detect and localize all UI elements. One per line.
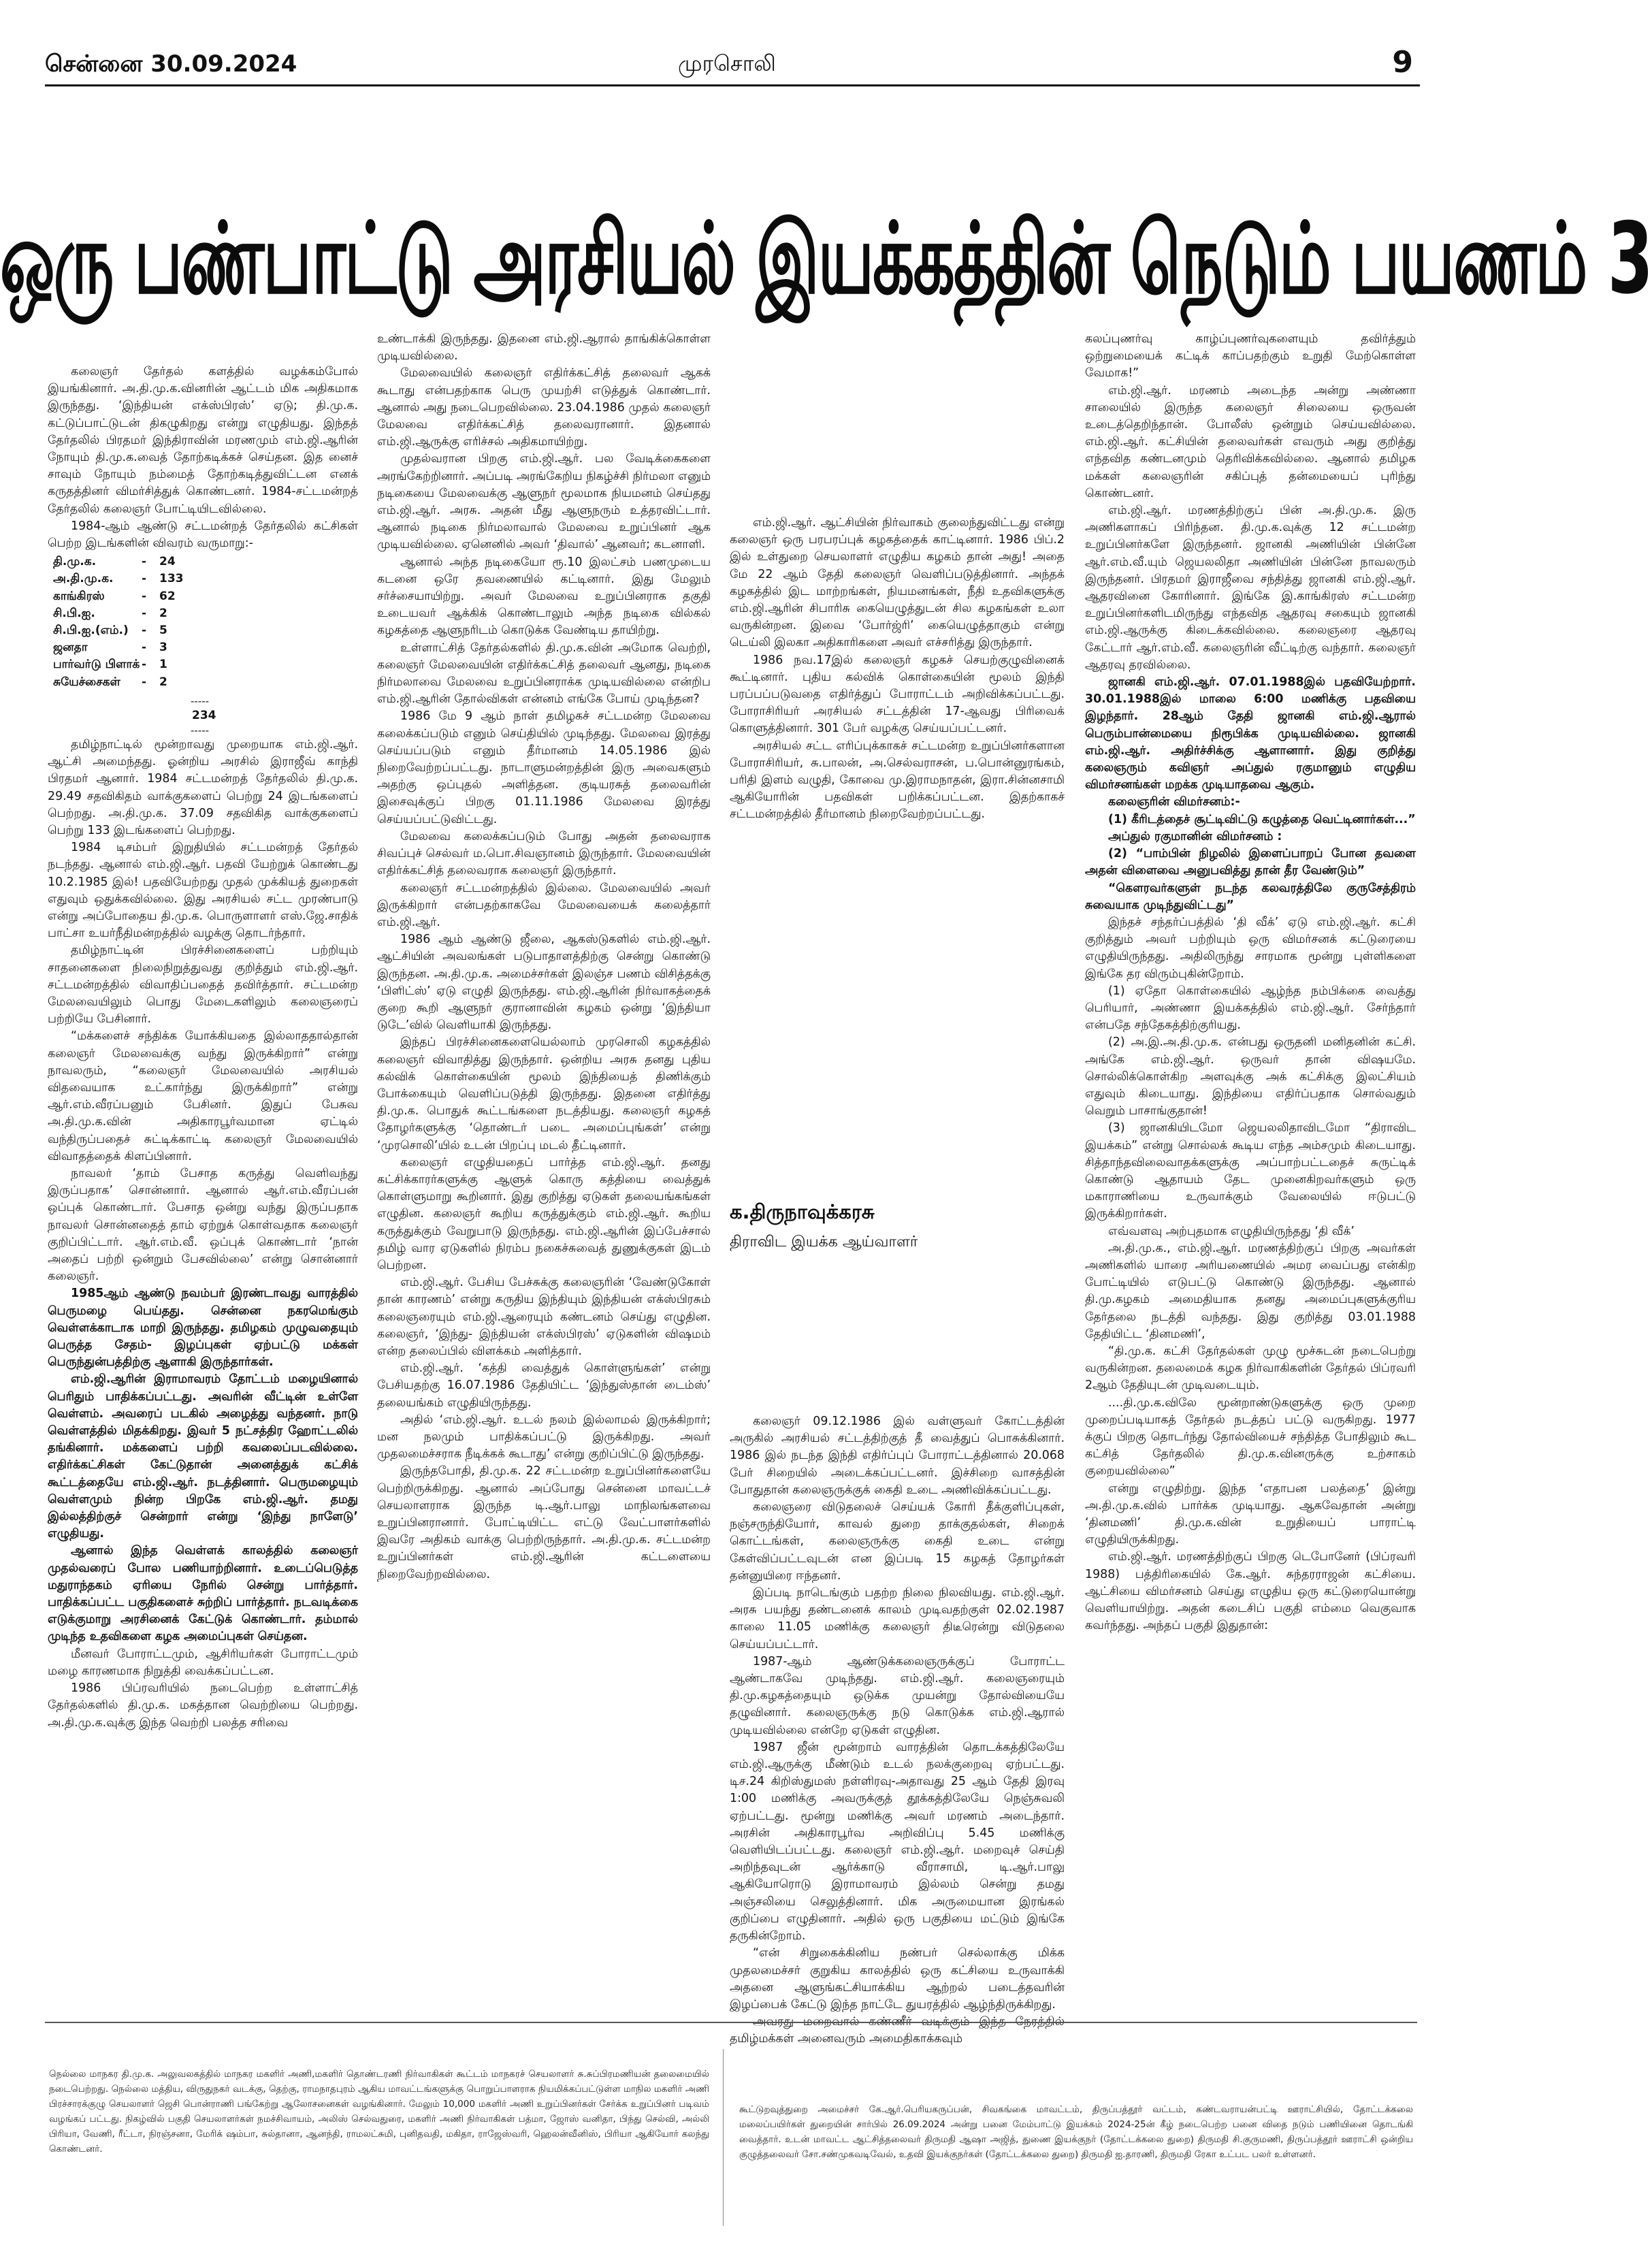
- article-paragraph: 1987-ஆம் ஆண்டுக்கலைஞருக்குப் போராட்ட ஆண்டாகவே முடிந்தது. எம்.ஜி.ஆர். கலைஞரையும் தி.மு.கழகத்தையும் ஒடுக்க முயன்று தோல்வியையே தழுவினார். கலைஞருக்கு நடு கொடுக்க எம்.ஜி.ஆரால் முடியவில்லை என்றே ஏடுகள் எழுதின.: [730, 1654, 1065, 1737]
- issue-date: சென்னை 30.09.2024: [45, 50, 297, 78]
- article-paragraph: 1985ஆம் ஆண்டு நவம்பர் இரண்டாவது வாரத்தில் பெருமழை பெய்தது. சென்னை நகரமெங்கும் வெள்ளக்காடாக மாறி இருந்தது. தமிழகம் முழுவதையும் பெருத்த சேதம்- இழப்புகள் ஏற்பட்டு மக்கள் பெருந்துன்பத்திற்கு ஆளாகி இருந்தார்கள்.: [48, 1287, 358, 1370]
- results-dash: -: [142, 675, 147, 689]
- column-1-body: [48, 737, 358, 1732]
- article-paragraph: கலைஞர் 09.12.1986 இல் வள்ளுவர் கோட்டத்தின் அருகில் அரசியல் சட்டத்திற்குத் தீ வைத்துப் பொசுக்கினார். 1986 இல் நடந்த இந்தி எதிர்ப்புப் போராட்டத்தினால் 20.068 பேர் சிறையில் அடைக்கப்பட்டனர். இச்சிறை வாசத்தின் போதுதான் கலைஞருக்குக் கைதி உடை அணிவிக்கப்பட்டது.: [730, 1415, 1065, 1497]
- party-name: சுயேச்சைகள்: [53, 675, 120, 689]
- article-paragraph: எம்.ஜி.ஆர். ‘கத்தி வைத்துக் கொள்ளுங்கள்’ என்று பேசியதற்கு 16.07.1986 தேதியிட்ட ‘இந்துஸ்தான் டைம்ஸ்’ தலையங்கம் எழுதியிருந்தது.: [377, 1361, 711, 1410]
- article-column-2: [377, 331, 711, 2005]
- results-dash: -: [142, 572, 147, 586]
- seat-count: 5: [159, 623, 167, 637]
- article-paragraph: கலைஞரின் விமர்சனம்:-: [1108, 795, 1240, 809]
- results-dash: -: [142, 606, 147, 620]
- footer-news-right: கூட்டுறவுத்துறை அமைச்சர் கே.ஆர்.பெரியகருப்பன், சிவகங்கை மாவட்டம், திருப்பத்தூர் வட்டம், கண்டவராயன்பட்டி ஊராட்சியில், தோட்டக்கலை மலைப்பயிர்கள் துறையின் சார்பில் 26.09.2024 அன்று பனை மேம்பாட்டு இயக்கம் 2024-25ன் கீழ் நடைபெற்ற பனை விதை நடும் பணியினை தொடங்கி வைத்தார். உடன் மாவட்ட ஆட்சித்தலைவர் திருமதி ஆஷா அஜித், துணை இயக்குநர் (தோட்டக்கலை துறை) திருமதி சி.குருமணி, திருப்பத்தூர் ஊராட்சி ஒன்றிய குழுத்தலைவர் சோ.சண்முகவடிவேல், உதவி இயக்குநர்கள் (தோட்டக்கலை துறை) திருமதி ஐ.தாரணி, திருமதி ரேகா உட்பட பலர் உள்ளனர்.: [739, 2104, 1413, 2160]
- article-paragraph: கலைஞர் எழுதியதைப் பார்த்த எம்.ஜி.ஆர். தனது கட்சிக்காரர்களுக்கு ஆளுக் கொரு கத்தியை வைத்துக் கொள்ளுமாறு கூறினார். இது குறித்து ஏடுகள் தலையங்கங்கள் எழுதின. கலைஞர் கூறிய கருத்துக்கும் எம்.ஜி.ஆர். கூறிய கருத்துக்கும் வேறுபாடு இருந்தது. எம்.ஜி.ஆரின் இப்பேச்சால் தமிழ் வார ஏடுகளில் நிரம்ப நகைச்சுவைத் துணுக்குகள் இடம் பெற்றன.: [377, 1155, 711, 1272]
- article-paragraph: இந்தப் பிரச்சினைகளையெல்லாம் முரசொலி கழகத்தில் கலைஞர் விவாதித்து இருந்தார். ஒன்றிய அரசு தனது புதிய கல்விக் கொள்கையின் மூலம் இந்தியைத் திணிக்கும் போக்கையும் வெளிப்படுத்தி இருந்தது. இதனை எதிர்த்து தி.மு.க. பொதுக் கூட்டங்களை நடத்தியது. கலைஞர் கழகத் தோழர்களுக்கு ‘தொண்டர் படை அமைப்புங்கள்’ என்று ‘முரசொலி’யில் உடன் பிறப்பு மடல் தீட்டினார்.: [377, 1035, 711, 1152]
- article-paragraph: எம்.ஜி.ஆரின் இராமாவரம் தோட்டம் மழையினால் பெரிதும் பாதிக்கப்பட்டது. அவரின் வீட்டின் உள்ளே வெள்ளம். அவரைப் படகில் அழைத்து வந்தனர். நாடு வெள்ளத்தில் மிதக்கிறது. இவர் 5 நட்சத்திர ஹோட்டலில் தங்கினார். மக்களைப் பற்றி கவலைப்படவில்லை. எதிர்க்கட்சிகள் கேட்டுதான் அனைத்துக் கட்சிக் கூட்டத்தையே எம்.ஜி.ஆர். நடத்தினார். பெருமழையும் வெள்ளமும் நின்ற பிறகே எம்.ஜி.ஆர். தமது இல்லத்திற்குச் சென்றார் என்று ‘இந்து நாளேடு’ எழுதியது.: [48, 1372, 358, 1541]
- results-dash: -: [142, 641, 147, 655]
- party-name: காங்கிரஸ்: [53, 589, 105, 603]
- results-row: [48, 605, 358, 622]
- article-paragraph: அ.தி.மு.க., எம்.ஜி.ஆர். மரணத்திற்குப் பிறகு அவர்கள் அணிகளில் யாரை அரியணையில் அமர வைப்பது என்கிற போட்டியில் எடுபட்டு கொண்டு இருந்தது. ஆனால் தி.மு.கழகம் அமைதியாக தனது அமைப்புகளுக்குரிய தேர்தலை நடத்தி வந்தது. இது குறித்து 03.01.1988 தேதியிட்ட ‘தினமணி’,: [1085, 1241, 1416, 1341]
- article-paragraph: கலைஞர் தேர்தல் களத்தில் வழக்கம்போல் இயங்கினார். அ.தி.மு.க.வினரின் ஆட்டம் மிக அதிகமாக இருந்தது. ‘இந்தியன் எக்ஸ்பிரஸ்’ ஏடு; தி.மு.க. கட்டுப்பாட்டுடன் திகழுகிறது என்று எழுதியது. இந்தத் தேர்தலில் பிரதமர் இந்திராவின் மரணமும் எம்.ஜி.ஆரின் நோயும் தி.மு.க.வைத் தோற்கடிக்கச் செய்தன. இத னைச் சாவும் நோயும் நம்மைத் தோற்கடித்துவிட்டன எனக் கருதத்தினர் விமர்சித்துக் கொண்டனர். 1984-சட்டமன்றத் தேர்தலில் கலைஞர் போட்டியிடவில்லை.: [48, 365, 358, 516]
- article-paragraph: கலைஞரை விடுதலைச் செய்யக் கோரி தீக்குளிப்புகள், நஞ்சருந்தியோர், காவல் துறை தாக்குதல்கள், சிறைக் கொட்டங்கள், கலைஞருக்கு கைதி உடை என்று கேள்விப்பட்டவுடன் என இப்படி 15 கழகத் தோழர்கள் தன்னுயிரை ஈந்தனர்.: [730, 1500, 1065, 1583]
- results-separator: -----: [191, 724, 210, 737]
- article-paragraph: (3) ஜானகியிடமோ ஜெயலலிதாவிடமோ “திராவிட இயக்கம்” என்று சொல்லக் கூடிய எந்த அம்சமும் கிடையாது. சித்தாந்தவிலைவாதக்களுக்கு அப்பாற்பட்டதைச் சுருட்டிக் கொண்டு ஆதாயம் தேட முனைகிறவர்களும் ஒரு மகாராணியை உருவாக்கும் வேலையில் ஈடுபட்டு இருக்கிறார்கள்.: [1085, 1121, 1416, 1221]
- article-paragraph: எவ்வளவு அற்புதமாக எழுதியிருந்தது ‘தி வீக்’: [1108, 1224, 1355, 1238]
- article-paragraph: “மக்களைச் சந்திக்க யோக்கியதை இல்லாததால்தான் கலைஞர் மேலவைக்கு வந்து இருக்கிறார்” என்று நாவலரும், “கலைஞர் மேலவையில் அரசியல் விதவையாக உட்கார்ந்து இருக்கிறார்” என்று ஆர்.எம்.வீரப்பனும் பேசினர். இதுப் பேசுவ அ.தி.மு.க.வின் அதிகாரபூர்வமான ஏட்டில் வந்திருப்பதைச் சுட்டிக்காட்டி கலைஞர் மேலவையில் விவாதத்தைக் கிளப்பினார்.: [48, 1029, 358, 1163]
- masthead-rule: [45, 84, 1420, 86]
- article-paragraph: ஜானகி எம்.ஜி.ஆர். 07.01.1988இல் பதவியேற்றார். 30.01.1988இல் மாலை 6:00 மணிக்கு பதவியை இழந்தார். 28ஆம் தேதி ஜானகி எம்.ஜி.ஆரால் பெரும்பான்மையை நிரூபிக்க முடியவில்லை. ஜானகி எம்.ஜி.ஆர். அதிர்ச்சிக்கு ஆளானார். இது குறித்து கலைஞரும் கவிஞர் அப்துல் ரகுமானும் எழுதிய விமர்சனங்கள் மறக்க முடியாதவை ஆகும்.: [1085, 675, 1416, 792]
- article-paragraph: ஆனால் இந்த வெள்ளக் காலத்தில் கலைஞர் முதல்வரைப் போல பணியாற்றினார். உடைப்பெடுத்த மதுராந்தகம் ஏரியை நேரில் சென்று பார்த்தார். பாதிக்கப்பட்ட பகுதிகளைச் சுற்றிப் பார்த்தார். நடவடிக்கை எடுக்குமாறு அரசினைக் கேட்டுக் கொண்டார். தம்மால் முடிந்த உதவிகளை கழக அமைப்புகள் செய்தன.: [48, 1544, 358, 1644]
- article-paragraph: (1) கீரிடத்தைச் சூட்டிவிட்டு கழுத்தை வெட்டினார்கள்...”: [1108, 812, 1416, 826]
- article-paragraph: முதல்வரான பிறகு எம்.ஜி.ஆர். பல வேடிக்கைகளை அரங்கேற்றினார். அப்படி அரங்கேறிய நிகழ்ச்சி நிர்மலா எனும் நடிகையை மேலவைக்கு ஆளுநர் மூலமாக நியமனம் செய்தது எம்.ஜி.ஆர். அரசு. அதன் மீது ஆளுநரும் உத்தரவிட்டார். ஆனால் நடிகை நிர்மலாவால் மேலவை உறுப்பினர் ஆக முடியவில்லை. ஏனெனில் அவர் ‘திவால்’ ஆனவர்; கடனாளி.: [377, 452, 711, 552]
- article-paragraph: அரசியல் சட்ட எரிப்புக்காகச் சட்டமன்ற உறுப்பினர்களான போராசிரியர், சு.பாலன், அ.செல்வராசன், ப.பொன்னுரங்கம், பரிதி இளம் வழுதி, கோவை மு.இராமநாதன், இரா.சின்னசாமி ஆகியோரின் பதவிகள் பறிக்கப்பட்டன. இதற்காகச் சட்டமன்றத்தில் தீர்மானம் நிறைவேற்றப்பட்டது.: [730, 739, 1065, 822]
- article-paragraph: எம்.ஜி.ஆர். பேசிய பேச்சுக்கு கலைஞரின் ‘வேண்டுகோள் தான் காரணம்’ என்று கருதிய இந்தியும் இந்தியன் எக்ஸ்பிரசும் கலைஞரையும் எம்.ஜி.ஆரையும் கண்டனம் செய்து எழுதின. கலைஞர், ‘இந்து- இந்தியன் எக்ஸ்பிரஸ்’ ஏடுகளின் விஷமம் என்ற தலைப்பில் விளக்கம் அளித்தார்.: [377, 1276, 711, 1358]
- seat-count: 62: [159, 589, 176, 603]
- article-paragraph: தமிழ்நாட்டில் மூன்றாவது முறையாக எம்.ஜி.ஆர். ஆட்சி அமைந்தது. ஓன்றிய அரசில் இராஜீவ் காந்தி பிரதமர் ஆனார். 1984 சட்டமன்றத் தேர்தலில் தி.மு.க. 29.49 சதவிகிதம் வாக்குகளைப் பெற்று 24 இடங்களைப் பெற்றது. அ.தி.மு.க. 37.09 சதவிகித வாக்குகளைப் பெற்று 133 இடங்களைப் பெற்றது.: [48, 737, 358, 837]
- article-paragraph: ....தி.மு.க.விலே மூன்றாண்டுகளுக்கு ஒரு முறை முறைப்படியாகத் தேர்தல் நடத்தப் பட்டு வருகிறது. 1977 க்குப் பிறகு தொடர்ந்து தோல்வியைச் சந்தித்த போதிலும் கூட கட்சித் தேர்தலில் தி.மு.க.வினருக்கு உற்சாகம் குறையவில்லை”: [1085, 1395, 1416, 1479]
- seat-count: 24: [159, 555, 176, 569]
- article-column-3-bottom: [730, 1413, 1065, 2046]
- footer-news-left: நெல்லை மாநகர தி.மு.க. அலுவலகத்தில் மாநகர மகளிர் அணி,மகளிர் தொண்டரணி நிர்வாகிகள் கூட்டம் மாநகரச் செயலாளர் சு.சுப்பிரமணியன் தலைமையில் நடைபெற்றது. நெல்லை மத்திய, விருதுநகர் வடக்கு, தெற்கு, ராமநாதபுரம் ஆகிய மாவட்டங்களுக்கு பொறுப்பாளராக நியமிக்கப்பட்டுள்ள மாநில மகளிர் அணி பிரச்சாரக்குழு செயலாளர் ஜெசி பொன்ராணி பங்கேற்று ஆலோசனைகள் வழங்கினார். மேலும் 10,000 மகளிர் அணி உறுப்பினர்கள் சேர்க்க உறுப்பினர் படிவம் வழங்கப் பட்டது. நிகழ்வில் பகுதி செயலாளர்கள் நமச்சிவாயம், அலிஸ் செல்வதுரை, மகளிர் அணி நிர்வாகிகள் பத்மா, ஜோஸ் வனிதா, பிந்து செல்வி, அல்லி பிரியா, வேணி, ரீட்டா, நிரஞ்சனா, மேரிக் ஷம்பா, சுல்தானா, ஆனந்தி, ராமலட்சுமி, புனிதவதி, மகிதா, ராஜேஸ்வரி, ஹெலன்வீனிஸ், பிரியா ஆகியோர் கலந்து கொண்டனர்.: [49, 2069, 709, 2155]
- article-paragraph: இந்தச் சந்தர்ப்பத்தில் ‘தி வீக்’ ஏடு எம்.ஜி.ஆர். கட்சி குறித்தும் அவர் பற்றியும் ஒரு விமர்சனக் கட்டுரையை எழுதியிருந்தது. அதிலிருந்து சாரமாக மூன்று புள்ளிகளை இங்கே தர விரும்புகின்றோம்.: [1085, 915, 1416, 981]
- article-paragraph: மீனவர் போராட்டமும், ஆசிரியர்கள் போராட்டமும் மழை காரணமாக நிறுத்தி வைக்கப்பட்டன.: [48, 1647, 358, 1678]
- article-paragraph: 1986 ஆம் ஆண்டு ஜீலை, ஆகஸ்டுகளில் எம்.ஜி.ஆர். ஆட்சியின் அவலங்கள் படுபாதாளத்திற்கு சென்று கொண்டு இருந்தன. அ.தி.மு.க. அமைச்சர்கள் இலஞ்ச பணம் விசித்தக்கு ‘பிளிட்ஸ்’ ஏடு எழுதி இருந்தது. எம்.ஜி.ஆரின் நிர்வாகத்தைக் குறை கூறி ஆளுநர் குரானாவின் கழகம் ஒன்று ‘இந்தியா டுடே’வில் வெளியாகி இருந்தது.: [377, 933, 711, 1033]
- results-row: [48, 674, 358, 691]
- seat-count: 1: [159, 658, 167, 672]
- article-paragraph: “தி.மு.க. கட்சி தேர்தல்கள் முழு மூச்சுடன் நடைபெற்று வருகின்றன. தலைமைக் கழக நிர்வாகிகளின் தேர்தல் பிப்ரவரி 2ஆம் தேதியுடன் முடிவடையும்.: [1085, 1344, 1416, 1393]
- article-paragraph: இருந்தபோதி, தி.மு.க. 22 சட்டமன்ற உறுப்பினர்களையே பெற்றிருக்கிறது. ஆனால் அப்போது சென்னை மாவட்டச் செயலாளராக இருந்த டி.ஆர்.பாலு மாநிலங்களவை உறுப்பினரானார். போட்டியிட்ட எட்டு வேட்பாளர்களில் இவரே அதிகம் வாக்கு பெற்றிருந்தார். அ.தி.மு.க. சட்டமன்ற உறுப்பினர்கள் எம்.ஜி.ஆரின் கட்டளையை நிறைவேற்றவில்லை.: [377, 1464, 711, 1581]
- author-description: திராவிட இயக்க ஆய்வாளர்: [730, 1233, 918, 1250]
- election-results-table: [48, 553, 358, 691]
- results-dash: -: [142, 658, 147, 672]
- article-paragraph: தமிழ்நாட்டின் பிரச்சினைகளைப் பற்றியும் சாதனைகளை நிலைநிறுத்துவது குறித்தும் எம்.ஜி.ஆர். சட்டமன்றத்தில் விவாதிப்பதைத் தவிர்த்தார். சட்டமன்ற மேலவையிலும் பொது மேடைகளிலும் கலைஞரைப் பற்றியே பேசினார்.: [48, 943, 358, 1027]
- column-1-intro: [48, 364, 358, 552]
- article-paragraph: எம்.ஜி.ஆர். மரணம் அடைந்த அன்று அண்ணா சாலையில் இருந்த கலைஞர் சிலையை ஒருவன் உடைத்தெறிந்தான். போலீஸ் ஒன்றும் செய்யவில்லை. எம்.ஜி.ஆர். கட்சியின் தலைவர்கள் எவரும் அது குறித்து எந்தவித கண்டனமும் தெரிவிக்கவில்லை. ஆனால் தமிழக மக்கள் கலைஞரின் சகிப்புத் தன்மையைப் புரிந்து கொண்டனர்.: [1085, 383, 1416, 500]
- party-name: பார்வர்டு பிளாக்: [53, 658, 140, 672]
- article-paragraph: (2) “பாம்பின் நிழலில் இளைப்பாறப் போன தவளை அதன் விளைவை அனுபவித்து தான் தீர வேண்டும்”: [1085, 847, 1416, 878]
- article-column-1: [48, 364, 358, 1997]
- results-row: [48, 570, 358, 587]
- article-column-4: [1085, 331, 1416, 1633]
- article-paragraph: கலப்புணர்வு காழ்ப்புணர்வுகளையும் தவிர்த்தும் ஒற்றுமையைக் கட்டிக் காப்பதற்கும் உறுதி மேற்கொள்ள வேமாக!”: [1085, 332, 1416, 381]
- seat-count: 2: [159, 606, 167, 620]
- seat-count: 2: [159, 675, 167, 689]
- page-number: 9: [1392, 45, 1413, 80]
- results-row: [48, 656, 358, 673]
- article-paragraph: எம்.ஜி.ஆர். மரணத்திற்குப் பிறகு டெபோனேர் (பிப்ரவரி 1988) பத்திரிகையில் கே.ஆர். சுந்தரராஜன் கட்சியை. ஆட்சியை விமர்சனம் செய்து எழுதிய ஒரு கட்டுரையொன்று வெளியாயிற்று. அதன் கடைசிப் பகுதி எம்மை வெகுவாக கவர்ந்தது. அந்தப் பகுதி இதுதான்:: [1085, 1550, 1416, 1633]
- article-paragraph: ஆனால் அந்த நடிகையோ ரூ.10 இலட்சம் பணமுடைய கடனை ஒரே தவணையில் கட்டினார். இது மேலும் சர்ச்சையாயிற்று. அவர் மேலவை உறுப்பினராக தகுதி உடையவர் ஆக்கிக் கொண்டாலும் அந்த நடிகை வில்கல் கழகத்தை ஆளுநரிடம் கொடுக்க வேண்டிய தாயிற்று.: [377, 555, 711, 638]
- party-name: ஜனதா: [53, 641, 88, 655]
- article-paragraph: 1986 மே 9 ஆம் நாள் தமிழகச் சட்டமன்ற மேலவை கலைக்கப்படும் எனும் செய்தியில் முடிந்தது. மேலவை இரத்து செய்யப்படும் எனும் தீர்மானம் 14.05.1986 இல் நிறைவேற்றப்பட்டது. நாடாளுமன்றத்தின் இரு அவைகளும் அதற்கு ஒப்புதல் அளித்தன. குடியரசுத் தலைவரின் இசைவுக்குப் பிறகு 01.11.1986 மேலவை இரத்து செய்யப்பட்டுவிட்டது.: [377, 709, 711, 826]
- results-dash: -: [142, 589, 147, 603]
- article-paragraph: என்று எழுதிற்று. இந்த ‘எதாபன பலத்தை’ இன்று அ.தி.மு.க.வில் பார்க்க முடியாது. ஆகவேதான் அன்று ‘தினமணி’ தி.மு.க.வின் உறுதியைப் பாராட்டி எழுதியிருக்கிறது.: [1085, 1481, 1416, 1547]
- article-paragraph: அப்துல் ரகுமானின் விமர்சனம் :: [1108, 829, 1282, 843]
- results-row: [48, 622, 358, 639]
- article-paragraph: “கௌரவர்களுள் நடந்த கலவரத்திலே குருசேத்திரம் சுவையாக முடிந்துவிட்டது”: [1085, 881, 1416, 912]
- footer-rule: [45, 2022, 1417, 2023]
- article-paragraph: 1984-ஆம் ஆண்டு சட்டமன்றத் தேர்தலில் கட்சிகள் பெற்ற இடங்களின் விவரம் வருமாறு:-: [48, 519, 358, 551]
- article-paragraph: 1986 நவ.17இல் கலைஞர் கழகச் செயற்குழுவினைக் கூட்டினார். புதிய கல்விக் கொள்கையின் மூலம் இந்தி பரப்பப்படுவதை எதிர்த்துப் போராட்டம் அறிவிக்கப்பட்டது. போராசிரியர் அரசியல் சட்டத்தின் 17-ஆவது பிரிவைக் கொளுத்தினார். 301 பேர் வழக்கு செய்யப்பட்டனர்.: [730, 653, 1065, 736]
- article-paragraph: உள்ளாட்சித் தேர்தல்களில் தி.மு.க.வின் அமோக வெற்றி, கலைஞர் மேலவையின் எதிர்க்கட்சித் தலைவர் ஆனது, நடிகை நிர்மலாவை மேலவை உறுப்பினராக்க முடியவில்லை என்றிப எம்.ஜி.ஆரின் தோல்விகள் என்னம் எங்கே போய் முடிந்தன?: [377, 641, 711, 707]
- results-row: [48, 588, 358, 605]
- party-name: தி.மு.க.: [53, 555, 97, 569]
- masthead: [0, 0, 1454, 80]
- article-paragraph: 1987 ஜீன் மூன்றாம் வாரத்தின் தொடக்கத்திலேயே எம்.ஜி.ஆருக்கு மீண்டும் உடல் நலக்குறைவு ஏற்பட்டது. டிச.24 கிறிஸ்துமஸ் நள்ளிரவு-அதாவது 25 ஆம் தேதி இரவு 1:00 மணிக்கு அவருக்குத் தூக்கத்திலேயே நெஞ்சுவலி ஏற்பட்டது. மூன்று மணிக்கு அவர் மரணம் அடைந்தார். அரசின் அதிகாரபூர்வ அறிவிப்பு 5.45 மணிக்கு வெளியிடப்பட்டது. கலைஞர் எம்.ஜி.ஆர். மறைவுச் செய்தி அறிந்தவுடன் ஆர்க்காடு வீராசாமி, டி.ஆர்.பாலு ஆகியோரொடு இராமாவரம் இல்லம் சென்று தமது அஞ்சலியை செலுத்தினார். மிக அருமையான இரங்கல் குறிப்பை எழுதினார். அதில் ஒரு பகுதியை மட்டும் இங்கே தருகின்றோம்.: [730, 1740, 1065, 1943]
- footer-divider: [723, 2049, 724, 2226]
- article-paragraph: (2) அ.இ.அ.தி.மு.க. என்பது ஒருதனி மனிதனின் கட்சி. அங்கே எம்.ஜி.ஆர். ஒருவர் தான் விஷயமே. சொல்லிக்கொள்கிற அளவுக்கு அக் கட்சிக்கு இலட்சியம் எதுவும் கிடையாது. இந்தியை எதிர்ப்பதாக சொல்வதும் வெறும் பாசாங்குதான்!: [1085, 1035, 1416, 1118]
- article-paragraph: உண்டாக்கி இருந்தது. இதனை எம்.ஜி.ஆரால் தாங்கிக்கொள்ள முடியவில்லை.: [377, 332, 711, 364]
- article-paragraph: அதில் ‘எம்.ஜி.ஆர். உடல் நலம் இல்லாமல் இருக்கிறார்; மன நலமும் பாதிக்கப்பட்டு இருக்கிறது. அவர் முதலமைச்சராக நீடிக்கக் கூடாது’ என்று குறிப்பிட்டு இருந்தது.: [377, 1413, 711, 1462]
- article-paragraph: 1986 பிப்ரவரியில் நடைபெற்ற உள்ளாட்சித் தேர்தல்களில் தி.மு.க. மகத்தான வெற்றியை பெற்றது. அ.தி.மு.க.வுக்கு இந்த வெற்றி பலத்த சரிவை: [48, 1681, 358, 1730]
- party-name: அ.தி.மு.க.: [53, 572, 114, 586]
- results-dash: -: [142, 555, 147, 569]
- author-byline: [730, 1198, 1065, 1254]
- results-row: [48, 553, 358, 570]
- article-paragraph: “என் சிறுகைக்கினிய நண்பர் செல்லாக்கு மிக்க முதலமைச்சர் குறுகிய காலத்தில் ஒரு கட்சியை உருவாக்கி அதனை ஆளுங்கட்சியாக்கிய ஆற்றல் படைத்தவரின் இழப்பைக் கேட்டு இந்த நாட்டே துயரத்தில் ஆழ்ந்திருக்கிறது.: [730, 1946, 1065, 2012]
- article-paragraph: இப்படி நாடெங்கும் பதற்ற நிலை நிலவியது. எம்.ஜி.ஆர். அரசு பயந்து தண்டனைக் காலம் முடிவதற்குள் 02.02.1987 காலை 11.05 மணிக்கு கலைஞர் திடீரென்று விடுதலை செய்யப்பட்டார்.: [730, 1586, 1065, 1651]
- article-paragraph: 1984 டிசம்பர் இறுதியில் சட்டமன்றத் தேர்தல் நடந்தது. ஆனால் எம்.ஜி.ஆர். பதவி யேற்றுக் கொண்டது 10.2.1985 இல்! பதவியேற்றது முதல் முக்கியத் துறைகள் எதுவும் ஒதுக்கவில்லை. இது அரசியல் சட்ட முரண்பாடு என்று அப்போதைய தி.மு.க. பொருளாளர் எஸ்.ஜே.சாதிக் பாட்சா உயர்நீதிமன்றத்தில் வழக்கு தொடர்ந்தார்.: [48, 841, 358, 941]
- results-row: [48, 639, 358, 656]
- party-name: சி.பி.ஐ.: [53, 606, 95, 620]
- results-total: 234: [192, 708, 216, 722]
- party-name: சி.பி.ஐ.(எம்.): [53, 623, 129, 637]
- article-paragraph: (1) ஏதோ கொள்கையில் ஆழ்ந்த நம்பிக்கை வைத்து பெரியார், அண்ணா இயக்கத்தில் எம்.ஜி.ஆர். சேர்ந்தார் என்பதே சந்தேகத்திற்குரியது.: [1085, 984, 1416, 1033]
- article-paragraph: அவரது மறைவால் கண்ணீர் வடிக்கும் இந்த நேரத்தில் தமிழ்மக்கள் அனைவரும் அமைதிகாக்கவும்: [730, 2015, 1065, 2046]
- seat-count: 3: [159, 641, 167, 655]
- newspaper-name: முரசொலி: [678, 50, 776, 76]
- seat-count: 133: [159, 572, 184, 586]
- results-separator: -----: [191, 694, 210, 707]
- results-dash: -: [142, 623, 147, 637]
- article-paragraph: மேலவை கலைக்கப்படும் போது அதன் தலைவராக சிவப்புச் செல்வர் ம.பொ.சிவஞானம் இருந்தார். மேலவையின் எதிர்க்கட்சித் தலைவராக கலைஞர் இருந்தார்.: [377, 829, 711, 878]
- article-headline: ஒரு பண்பாட்டு அரசியல் இயக்கத்தின் நெடும் பயணம் 3: [0, 201, 1652, 316]
- article-column-3-top: [730, 515, 1065, 911]
- article-paragraph: எம்.ஜி.ஆர். மரணத்திற்குப் பின் அ.தி.மு.க. இரு அணிகளாகப் பிரிந்தன. தி.மு.க.வுக்கு 12 சட்டமன்ற உறுப்பினர்களே இருந்தனர். ஜானகி அணியின் பின்னே ஆர்.எம்.வீ.யும் ஜெயலலிதா அணியின் பின்னே நாவலரும் இருந்தனர். பிரதமர் இராஜீவை சந்தித்து ஜானகி எம்.ஜி.ஆர். ஆதரவினை கோரினார். இங்கே இ.காங்கிரஸ் சட்டமன்ற உறுப்பினர்களிடமிருந்து எந்தவித ஆதரவு சகையும் ஜானகி எம்.ஜி.ஆருக்கு கிடைக்கவில்லை. கலைஞரை ஆதரவு கேட்டார் ஆர்.எம்.வீ. கலைஞரின் வீட்டிற்கு வந்தார். கலைஞர் ஆதரவு தரவில்லை.: [1085, 504, 1416, 672]
- article-paragraph: மேலவையில் கலைஞர் எதிர்க்கட்சித் தலைவர் ஆகக் கூடாது என்பதற்காக பெரு முயற்சி எடுத்துக் கொண்டார். ஆனால் அது நடைபெறவில்லை. 23.04.1986 முதல் கலைஞர் மேலவை எதிர்க்கட்சித் தலைவரானார். இதனால் எம்.ஜி.ஆருக்கு எரிச்சல் அதிகமாயிற்று.: [377, 366, 711, 449]
- article-paragraph: எம்.ஜி.ஆர். ஆட்சியின் நிர்வாகம் குலைந்துவிட்டது என்று கலைஞர் ஒரு பரபரப்புக் கழகத்தைக் காட்டினார். 1986 பிப்.2 இல் உள்துறை செயலாளர் எழுதிய கழகம் தான் அது! அதை மே 22 ஆம் தேதி கலைஞர் வெளிப்படுத்தினார். அந்தக் கழகத்தில் இட மாற்றங்கள், நியமனங்கள், நீதி உதவிகளுக்கு எம்.ஜி.ஆரின் சிபாரிசு கையெழுத்துடன் சில கழகங்கள் உலா வருகின்றன. இவை ‘போர்ஜ்ரி’ கையெழுத்தாகும் என்று டெய்லி இலகா அதிகாரிகளை அவர் எச்சரித்து இருந்தார்.: [730, 516, 1065, 650]
- article-paragraph: கலைஞர் சட்டமன்றத்தில் இல்லை. மேலவையில் அவர் இருக்கிறார் என்பதற்காகவே மேலவையைக் கலைத்தார் எம்.ஜி.ஆர்.: [377, 881, 711, 929]
- article-paragraph: நாவலர் ‘தாம் பேசாத கருத்து வெளிவந்து இருப்பதாக’ சொன்னார். ஆனால் ஆர்.எம்.வீரப்பன் ஒப்புக் கொண்டார். பேசாத ஒன்று வந்து இருப்பதாக நாவலர் சொன்னதைத் தாம் ஏற்றுக் கொள்வதாக கலைஞர் குறிப்பிட்டார். ஆர்.எம்.வீ. ஒப்புக் கொண்டார் ‘நான் அதைப் பற்றி ஒன்றும் பேசவில்லை’ என்று சொன்னார் கலைஞர்.: [48, 1167, 358, 1284]
- author-name: க.திருநாவுக்கரசு: [730, 1200, 875, 1223]
